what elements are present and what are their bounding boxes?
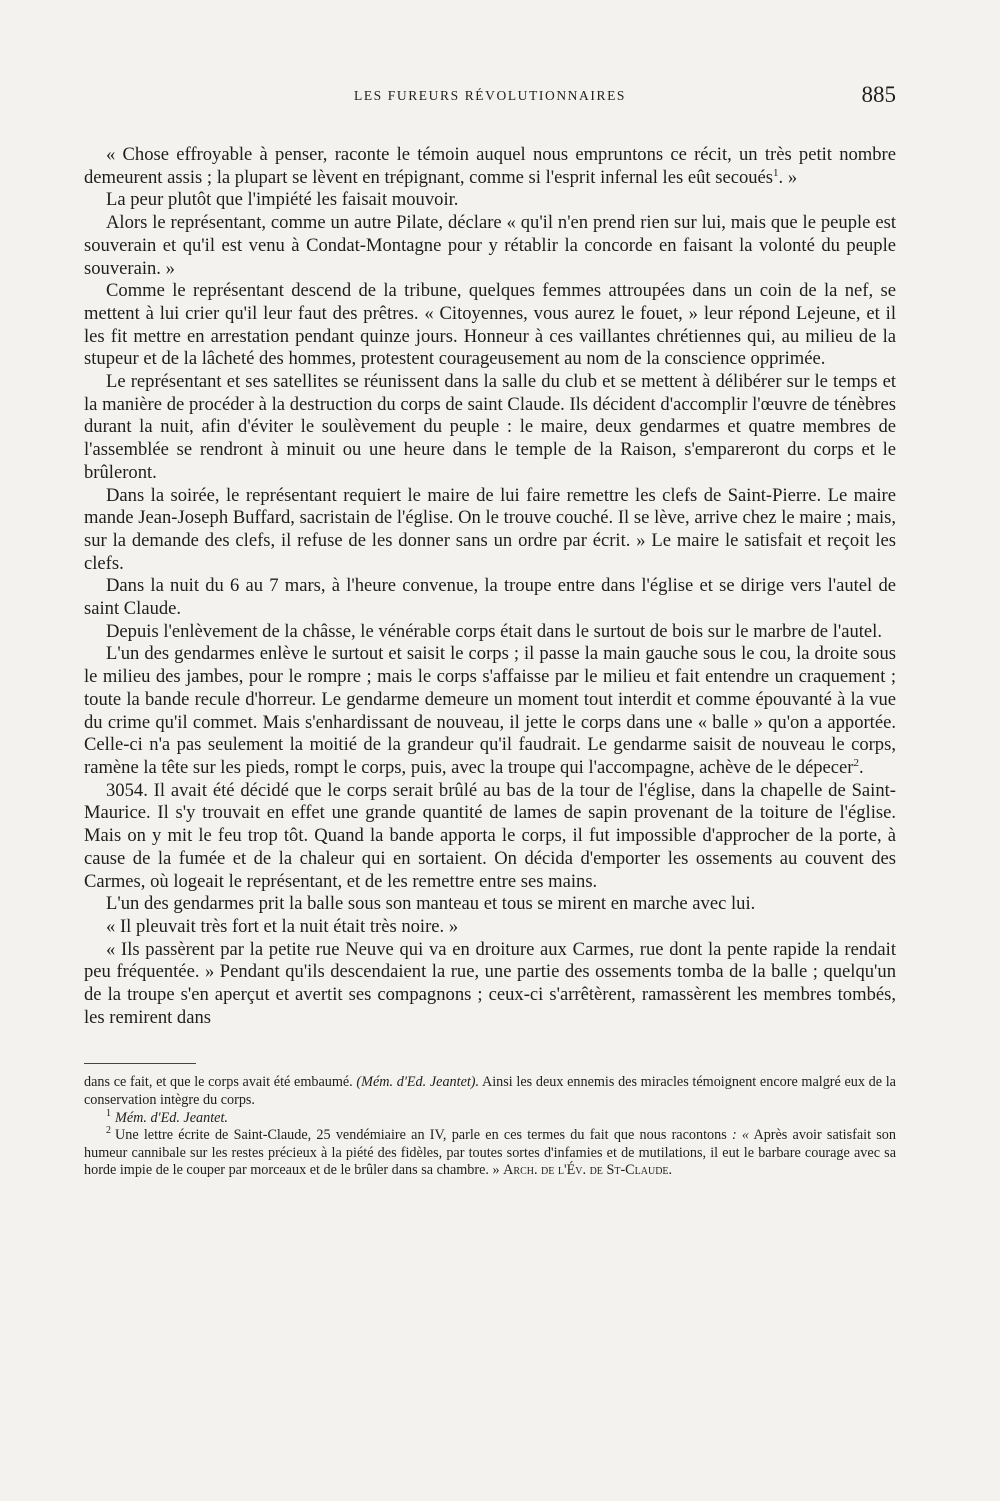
paragraph: « Ils passèrent par la petite rue Neuve qui va en droiture aux Carmes, rue dont la pente rapide la rendait peu fréquentée. » Pendant qu'ils descendaient la rue, une partie des ossements tomba de la balle ; quelqu'un de la troupe s'en aperçut et avertit ses compagnons ; ceux-ci s'arrêtèrent, ramassèrent les membres tombés, les remirent dans [84,938,896,1028]
paragraph: Alors le représentant, comme un autre Pilate, déclare « qu'il n'en prend rien sur lui, mais que le peuple est souverain et qu'il est venu à Condat-Montagne pour y rétablir la concorde en faisant la volonté du peuple souverain. » [84,212,896,279]
footnote-1: $^1$ Mém. d'Ed. Jeantet. [106,1107,228,1126]
page-number: 885 [861,82,896,107]
footnote-continuation: dans ce fait, et que le corps avait été embaumé. (Mém. d'Ed. Jeantet). Ainsi les deux ennemis des miracles témoignent encore malgré eux de la conservation intègre du corps. [84,1074,896,1109]
paragraph: Dans la soirée, le représentant requiert le maire de lui faire remettre les clefs de Saint-Pierre. Le maire mande Jean-Joseph Buffard, sacristain de l'église. On le trouve couché. Il se lève, arrive chez le maire ; mais, sur la demande des clefs, il refuse de les donner sans un ordre par écrit. » Le maire le satisfait et reçoit les clefs. [84,484,896,574]
footnote-2: $^2$ Une lettre écrite de Saint-Claude, 25 vendémiaire an IV, parle en ces termes du fait que nous racontons : « Après avoir satisfait son humeur cannibale sur les restes précieux à la piété des fidèles, par toutes sortes d'infamies et de mutilations, il eut le barbare courage avec sa horde impie de le couper par morceaux et de le brûler dans sa chambre. » Arch. de l'Év. de St-Claude. [84,1125,896,1179]
archive-source: Arch. de l'Év. de St-Claude. [503,1162,673,1179]
footnote-divider [84,1063,196,1064]
paragraph: L'un des gendarmes enlève le surtout et saisit le corps ; il passe la main gauche sous le cou, la droite sous le milieu des jambes, pour le rompre ; mais le corps s'affaisse par le milieu et fait entendre un craquement ; toute la bande recule d'horreur. Le gendarme demeure un moment tout interdit et comme épouvanté à la vue du crime qu'il commet. Mais s'enhardissant de nouveau, il jette le corps dans une « balle » qu'on a apportée. Celle-ci n'a pas seulement la moitié de la grandeur qu'il faudrait. Le gendarme saisit de nouveau le corps, ramène la tête sur les pieds, rompt le corps, puis, avec la troupe qui l'accompagne, achève de le dépecer$^2$. [84,643,896,778]
footnote-ref: 1 [773,166,779,179]
running-title: LES FUREURS RÉVOLUTIONNAIRES [353,88,627,103]
paragraph: Le représentant et ses satellites se réunissent dans la salle du club et se mettent à délibérer sur le temps et la manière de procéder à la destruction du corps de saint Claude. Ils décident d'accomplir l'œuvre de ténèbres durant la nuit, afin d'éviter le soulèvement du peuple : le maire, deux gendarmes et quatre membres de l'assemblée se rendront à minuit ou une heure dans le temple de la Raison, s'empareront du corps et le brûleront. [84,371,896,483]
main-text [84,144,896,1029]
paragraph: Comme le représentant descend de la tribune, quelques femmes attroupées dans un coin de la nef, se mettent à lui crier qu'il leur faut des prêtres. « Citoyennes, vous aurez le fouet, » leur répond Lejeune, et il les fit mettre en arrestation pendant quinze jours. Honneur à ces vaillantes chrétiennes qui, au milieu de la stupeur et de la lâcheté des hommes, protestent courageusement au nom de la conscience opprimée. [84,280,896,370]
paragraph: L'un des gendarmes prit la balle sous son manteau et tous se mirent en marche avec lui. [106,893,756,915]
running-head [84,84,896,124]
paragraph: Depuis l'enlèvement de la châsse, le vénérable corps était dans le surtout de bois sur le marbre de l'autel. [106,620,882,642]
paragraph: Dans la nuit du 6 au 7 mars, à l'heure convenue, la troupe entre dans l'église et se dirige vers l'autel de saint Claude. [84,575,896,620]
paragraph: « Chose effroyable à penser, raconte le témoin auquel nous empruntons ce récit, un très petit nombre demeurent assis ; la plupart se lèvent en trépignant, comme si l'esprit infernal les eût secoués$^1$. » [84,144,896,188]
paragraph: La peur plutôt que l'impiété les faisait mouvoir. [106,189,459,211]
paragraph: 3054. Il avait été décidé que le corps serait brûlé au bas de la tour de l'église, dans la chapelle de Saint-Maurice. Il s'y trouvait en effet une grande quantité de lames de sapin provenant de la toiture de l'église. Mais on y mit le feu trop tôt. Quand la bande apporta le corps, il fut impossible d'approcher de la porte, à cause de la fumée et de la chaleur qui en sortaient. On décida d'emporter les ossements au couvent des Carmes, où logeait le représentant, et de les remettre entre ses mains. [84,779,896,892]
footnotes [84,1074,896,1180]
paragraph: « Il pleuvait très fort et la nuit était très noire. » [106,915,459,937]
footnote-ref: 2 [853,756,859,769]
